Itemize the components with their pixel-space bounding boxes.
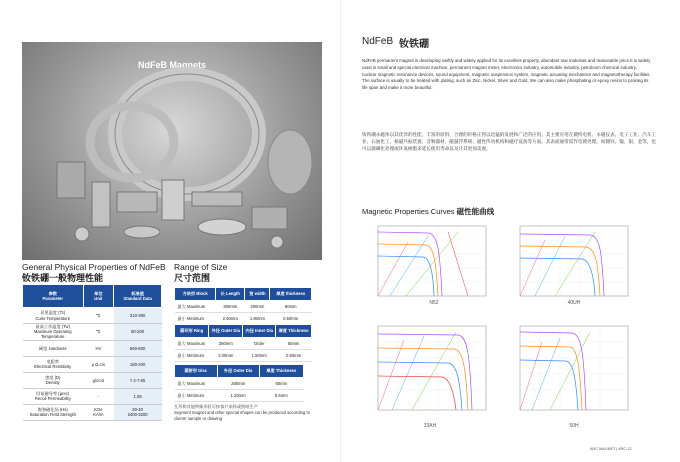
intro-paragraph-cn: 钕铁硼永磁体以其优异的性能、丰富的原料、合理的价格正得以迅猛的发展和广泛的应用。其主要应用在微特电机、永磁仪表、电子工业、汽车工业、石油化工、核磁共振装置、音响器材、磁悬浮系统、磁性传动机构和磁疗设备等方面。其表面通常需作电镀处理，如镀锌、镍、银、金等，也可以做磷化处理或环氧树脂来延长使用寿命以及让其更加美观。 — [362, 132, 657, 152]
header-cell: 厚度 Thickness — [276, 325, 312, 338]
header-std-cn: 标准值 — [131, 290, 144, 296]
param-en: Maximum Operating Temperature — [33, 329, 72, 340]
unit-cell: g/cm3 — [83, 372, 114, 388]
param-en: Curie Temperature — [35, 315, 71, 321]
row-label: 最大 Maximum — [175, 378, 218, 390]
header-cell: 厚度 thickness — [270, 288, 312, 301]
param-cell — [23, 308, 84, 324]
intro-paragraph-en: NdFeB permanent magnet is developing swiftly and widely applied for its excellent property, abundant raw materials and reasonable price.It is widely used in small and special electrical machine, permanent magnet meter, electronics industry, automobile industry, petroleum chemical industry, nuclear magnetic resonance devices, sound equipment, magnetic suspension system, magnetic actuating mechanism and magnetotherapy facilities. The surface is usually to be treated with plating, such as Zinc, Nickel, Silver and Gold. We can also make phosphating or epoxy resins to prolong its life span and make it more beautiful. — [362, 58, 651, 91]
param-cell — [23, 340, 84, 356]
value-kam: 2400-3200 — [127, 412, 148, 418]
value-cell: 310-380 — [114, 308, 162, 324]
table-cell: 60mm — [270, 301, 312, 313]
header-cell: 厚度 Thickness — [259, 365, 303, 378]
header-param-en: Parameter — [42, 296, 64, 301]
header-cell: 方块形 Block — [175, 288, 216, 301]
header-cell: 圆饼形 Disc — [175, 365, 218, 378]
param-en: Electrical Resistivity — [34, 364, 72, 370]
table-cell: 0.50mm — [276, 350, 312, 362]
table-cell: 2.00mm — [209, 350, 243, 362]
value-cell: 180-200 — [114, 356, 162, 372]
header-cell: 长 Length — [216, 288, 245, 301]
header-cell: 内径 Inner Dia — [243, 325, 276, 338]
table-cell: 1.50mm — [243, 350, 276, 362]
product-photo — [22, 42, 322, 260]
photo-title: NdFeB Magnets — [137, 60, 206, 70]
row-label: 最小 Minimum — [175, 313, 216, 325]
value-cell: 80-200 — [114, 324, 162, 341]
value-cell: 560-600 — [114, 340, 162, 356]
table-row — [23, 356, 162, 372]
table-cell: 1.20mm — [217, 390, 259, 402]
table-row — [175, 390, 304, 402]
table-cell: 1.80mm — [245, 313, 270, 325]
row-label: 最大 Maximum — [175, 338, 209, 350]
physical-properties-table — [22, 284, 162, 421]
param-cn: 密度 (D) — [45, 374, 61, 380]
unit-koe: KOe — [94, 406, 103, 412]
header-unit-cn: 单位 — [94, 290, 103, 296]
table-cell: 280mm — [209, 338, 243, 350]
param-cn: 回复磁导率 (μrec) — [36, 390, 70, 396]
header-cell: 外径 Outer Dia — [217, 365, 259, 378]
curve-label-40uh: 40UH — [567, 300, 581, 306]
header-standard — [114, 285, 162, 308]
table-row — [23, 340, 162, 356]
curve-graph — [368, 322, 494, 422]
curves-title-cn: 磁性能曲线 — [456, 207, 495, 216]
curve-graph — [510, 222, 636, 307]
param-cell — [23, 388, 84, 404]
right-title-cn: 钕铁硼 — [399, 39, 429, 50]
physical-title-en: General Physical Properties of NdFeB — [22, 262, 166, 272]
curve-label-33ah: 33AH — [423, 423, 437, 429]
table-cell: 2.60mm — [216, 313, 245, 325]
curve-graph — [510, 322, 636, 422]
unit-cell: ℃ — [83, 308, 114, 324]
curves-title-en: Magnetic Properties Curves — [362, 207, 455, 216]
unit-kam: KA/m — [93, 412, 104, 418]
page-spine — [340, 0, 341, 462]
size-title-en: Range of Size — [174, 262, 228, 272]
value-koe: 30-40 — [132, 406, 143, 412]
header-cell: 圆环形 Ring — [175, 325, 209, 338]
row-label: 最小 Minimum — [175, 390, 218, 402]
curve-graph — [368, 222, 494, 307]
table-cell: 200mm — [245, 301, 270, 313]
curve-chart-33ah — [368, 322, 494, 422]
size-title-cn: 尺寸范围 — [174, 273, 211, 283]
row-label: 最小 Minimum — [175, 350, 209, 362]
magnets-illustration — [22, 42, 322, 260]
table-cell: 60mm — [276, 338, 312, 350]
row-label: 最大 Maximum — [175, 301, 216, 313]
table-header-row — [175, 288, 312, 301]
disc-size-table — [174, 364, 304, 402]
block-size-table — [174, 287, 312, 325]
unit-cell: μ Ω.cm — [83, 356, 114, 372]
param-cell — [23, 372, 84, 388]
table-row — [23, 388, 162, 404]
header-unit-en: Unit — [94, 296, 103, 301]
size-note — [174, 404, 314, 422]
curves-title — [362, 206, 494, 217]
unit-cell: ℃ — [83, 324, 114, 341]
table-row — [175, 301, 312, 313]
value-cell — [114, 404, 162, 420]
header-parameter — [23, 285, 84, 308]
param-en: Density — [45, 380, 60, 386]
table-row — [23, 324, 162, 341]
table-row — [175, 350, 312, 362]
page-footer: ARC MAGNET | ARC-12 — [590, 447, 632, 451]
table-cell: Order — [243, 338, 276, 350]
param-cell — [23, 404, 84, 420]
header-param-cn: 参数 — [48, 290, 57, 296]
param-en: Recoil Permeability — [34, 396, 71, 402]
unit-cell — [83, 404, 114, 420]
table-cell: 280mm — [217, 378, 259, 390]
table-header-row — [23, 285, 162, 308]
table-header-row — [175, 325, 312, 338]
param-cn: 电阻率 — [46, 358, 60, 364]
header-unit — [83, 285, 114, 308]
table-row — [175, 338, 312, 350]
physical-title-cn: 钕铁硼一般物理性能 — [22, 273, 104, 283]
table-header-row — [175, 365, 304, 378]
table-row — [175, 378, 304, 390]
param-cn: 饱和磁化场 (Hs) — [37, 406, 68, 412]
header-cell: 外径 Outer Dia — [209, 325, 243, 338]
table-row — [23, 308, 162, 324]
param-cell — [23, 356, 84, 372]
table-row — [175, 313, 312, 325]
param-en: Saturation Field Strength — [29, 412, 76, 418]
param-cn: 硬度 Hardness — [39, 345, 67, 351]
table-row — [23, 372, 162, 388]
table-row — [23, 404, 162, 420]
size-note-cn: 瓦形和其他特殊形状可按客户来样或图纸生产 — [174, 404, 258, 409]
right-title-en: NdFeB — [362, 36, 394, 47]
curve-label-n52: N52 — [429, 300, 439, 306]
curve-label-50h: 50H — [569, 423, 579, 429]
curve-chart-n52 — [368, 222, 494, 307]
value-cell: 7.4-7.65 — [114, 372, 162, 388]
size-note-en: Segment magnet and other special shapes can be produced according to clients' sample or drawing — [174, 410, 310, 421]
table-cell: 60mm — [259, 378, 303, 390]
unit-cell: HV — [83, 340, 114, 356]
table-cell: 0.50mm — [270, 313, 312, 325]
value-cell: 1.05 — [114, 388, 162, 404]
curve-chart-50h — [510, 322, 636, 422]
ring-size-table — [174, 324, 312, 362]
table-cell: 0.5mm — [259, 390, 303, 402]
header-cell: 宽 width — [245, 288, 270, 301]
header-std-en: Standard Data — [123, 296, 152, 301]
param-cn: 最高工作温度 (Tw) — [35, 324, 70, 329]
unit-cell: - — [83, 388, 114, 404]
param-cn: 居里温度 (Tc) — [40, 310, 66, 316]
param-cell — [23, 324, 84, 341]
table-cell: 300mm — [216, 301, 245, 313]
curve-chart-40uh — [510, 222, 636, 307]
